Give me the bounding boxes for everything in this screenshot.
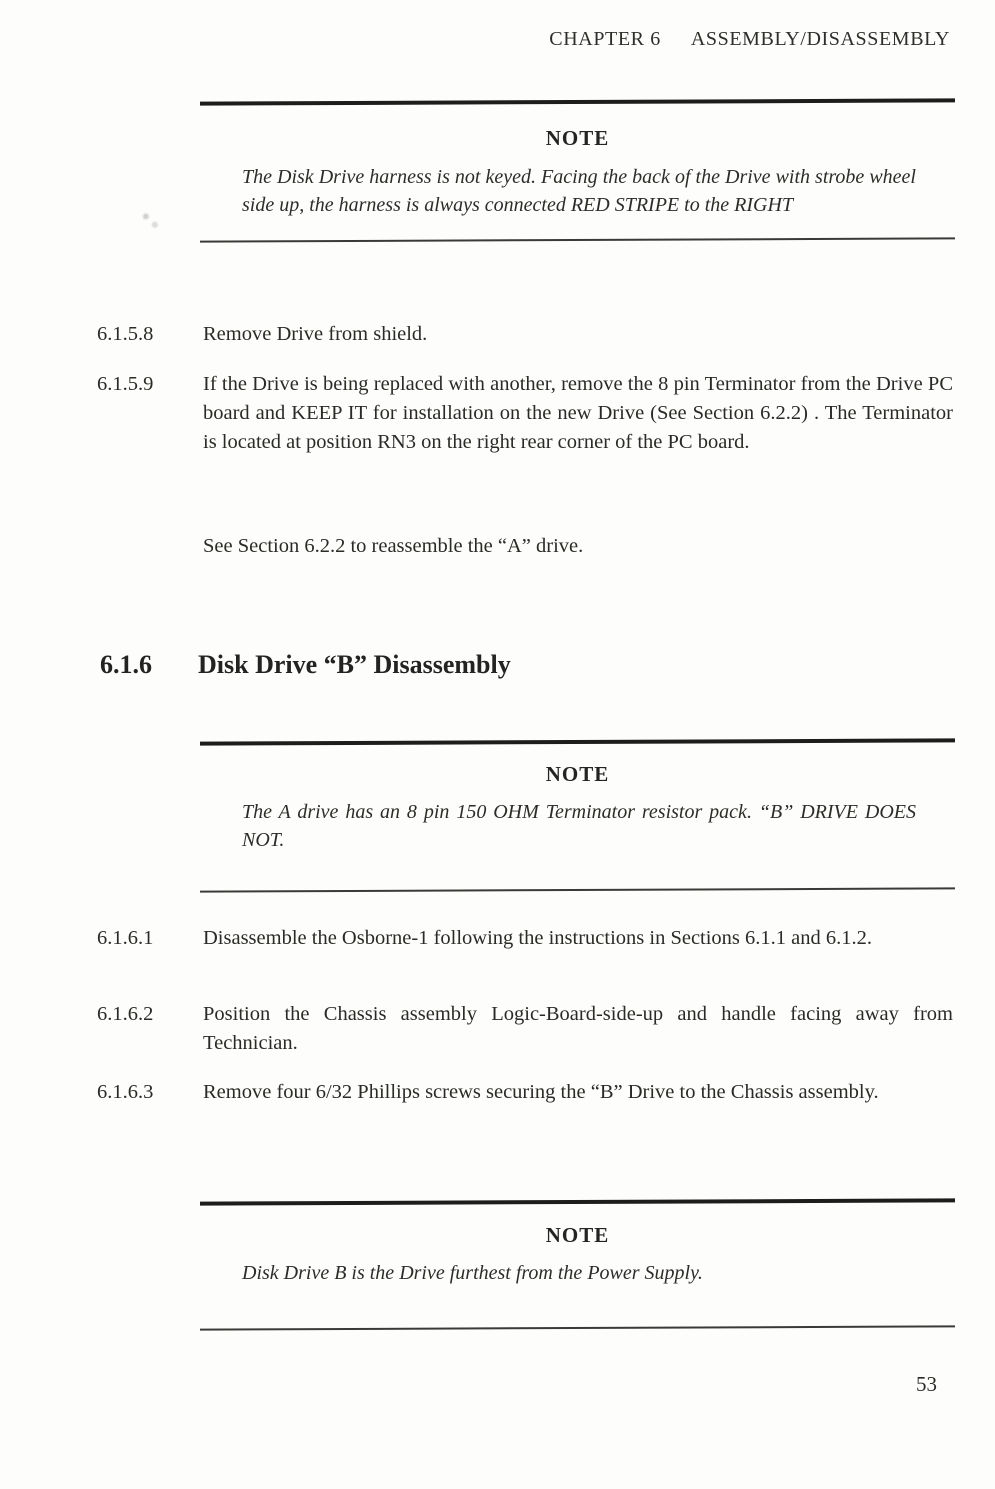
step-text-6158: Remove Drive from shield.	[203, 323, 428, 345]
step-number-6161: 6.1.6.1	[97, 927, 154, 949]
crossref-line: See Section 6.2.2 to reassemble the “A” drive.	[203, 535, 584, 557]
section-heading-number: 6.1.6	[100, 650, 152, 679]
step-number-6158: 6.1.5.8	[97, 323, 154, 345]
step-number-6163: 6.1.6.3	[97, 1081, 154, 1103]
running-header	[549, 28, 950, 51]
step-number-6159: 6.1.5.9	[97, 373, 154, 395]
chapter-label: CHAPTER 6	[549, 28, 661, 50]
step-text-6162: Position the Chassis assembly Logic-Board-side-up and handle facing away from Technician.	[203, 1003, 953, 1054]
note2-text: The A drive has an 8 pin 150 OHM Terminator resistor pack. “B” DRIVE DOES NOT.	[242, 801, 916, 851]
note1-label: NOTE	[545, 126, 610, 150]
scan-artifact	[138, 208, 164, 232]
chapter-title: ASSEMBLY/DISASSEMBLY	[690, 28, 950, 50]
step-text-6161: Disassemble the Osborne-1 following the instructions in Sections 6.1.1 and 6.1.2.	[203, 927, 873, 949]
step-number-6162: 6.1.6.2	[97, 1003, 154, 1025]
note1-text: The Disk Drive harness is not keyed. Facing the back of the Drive with strobe wheel side up, the harness is always connected RED STRIPE to the RIGHT	[242, 166, 916, 216]
note2-bottom-rule	[200, 887, 955, 892]
note3-text: Disk Drive B is the Drive furthest from the Power Supply.	[242, 1262, 703, 1284]
note2-label: NOTE	[545, 762, 610, 786]
section-heading-title: Disk Drive “B” Disassembly	[198, 650, 511, 679]
note1-bottom-rule	[200, 237, 955, 242]
note2-top-rule	[200, 738, 955, 745]
note3-top-rule	[200, 1198, 955, 1205]
step-text-6159: If the Drive is being replaced with another, remove the 8 pin Terminator from the Drive PC board and KEEP IT for installation on the new Drive (See Section 6.2.2) . The Terminator is located at position RN3 on the right rear corner of the PC board.	[203, 373, 953, 453]
step-text-6163: Remove four 6/32 Phillips screws securing the “B” Drive to the Chassis assembly.	[203, 1081, 879, 1103]
note3-bottom-rule	[200, 1325, 955, 1330]
page-number: 53	[916, 1372, 937, 1396]
section-heading	[100, 650, 511, 680]
note3-label: NOTE	[545, 1223, 610, 1247]
note1-top-rule	[200, 98, 955, 105]
